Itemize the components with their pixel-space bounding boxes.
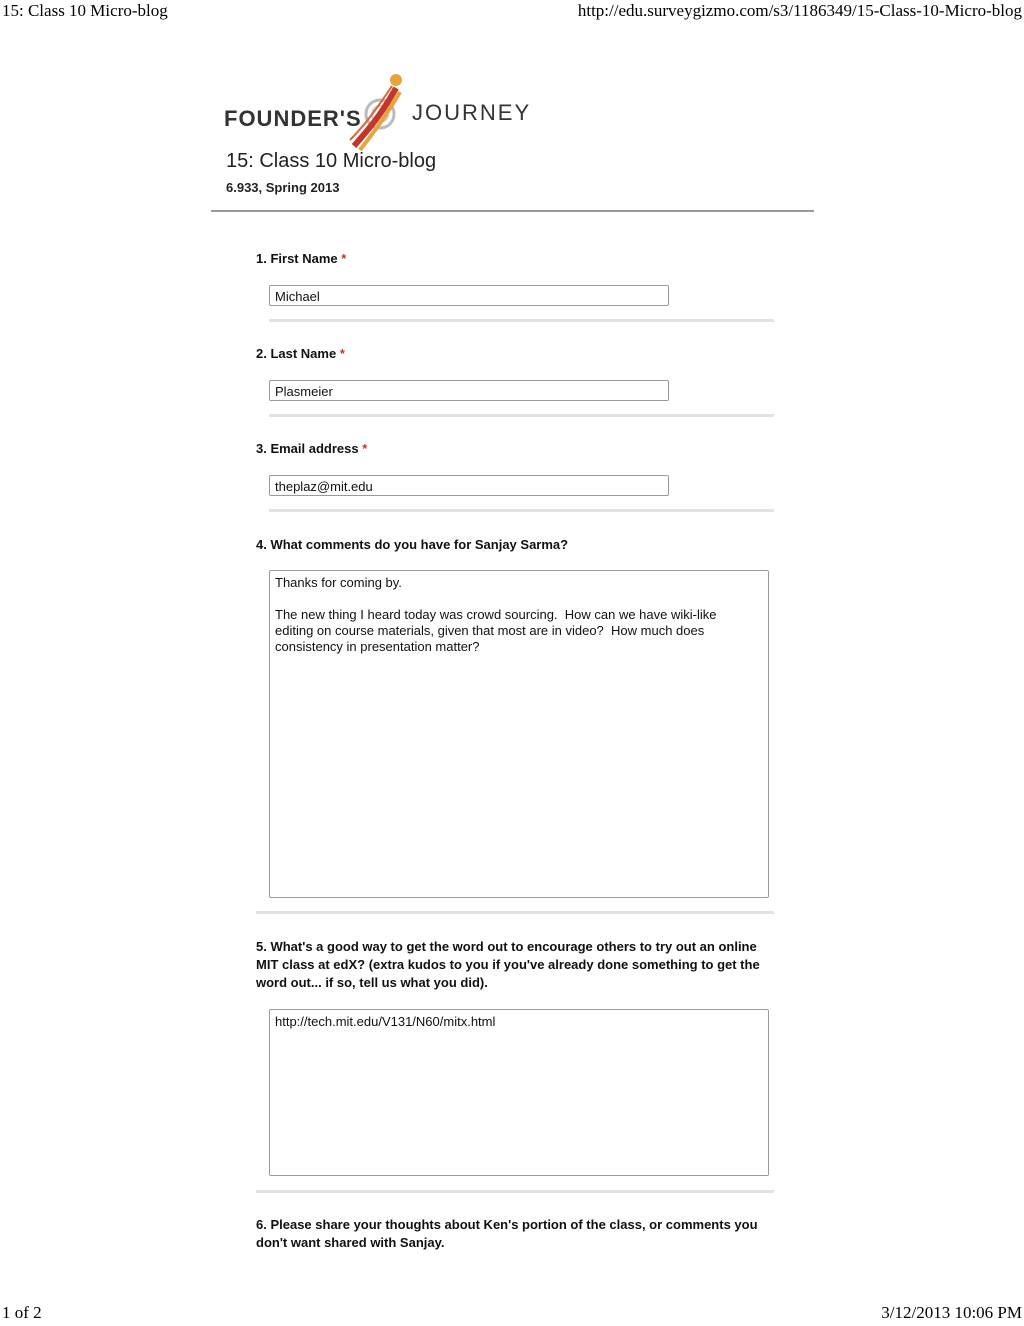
question-label: 4. What comments do you have for Sanjay Sarma? bbox=[256, 537, 569, 552]
logo-swirl-icon bbox=[344, 70, 414, 154]
question-divider bbox=[256, 911, 774, 914]
comments-sanjay-textarea[interactable]: Thanks for coming by. The new thing I heard today was crowd sourcing. How can we have wiki-like editing on course materials, given that most are in video? How much does consistency in presentation matter? bbox=[269, 570, 769, 898]
question-label: 3. Email address bbox=[256, 441, 359, 456]
question-first-name bbox=[256, 250, 776, 268]
print-header bbox=[0, 0, 1024, 24]
question-ken-thoughts bbox=[256, 1216, 776, 1252]
question-label: 6. Please share your thoughts about Ken's portion of the class, or comments you don't want shared with Sanjay. bbox=[256, 1217, 758, 1250]
page-number: 1 of 2 bbox=[2, 1303, 42, 1322]
title-divider bbox=[211, 210, 814, 212]
required-marker: * bbox=[341, 251, 347, 266]
question-divider bbox=[256, 1190, 774, 1193]
last-name-field[interactable]: Plasmeier bbox=[269, 380, 669, 401]
required-marker: * bbox=[362, 441, 368, 456]
email-field[interactable]: theplaz@mit.edu bbox=[269, 475, 669, 496]
question-divider bbox=[269, 319, 774, 322]
print-header-url: http://edu.surveygizmo.com/s3/1186349/15-Class-10-Micro-blog bbox=[577, 1, 1022, 20]
question-divider bbox=[269, 509, 774, 512]
print-timestamp: 3/12/2013 10:06 PM bbox=[881, 1303, 1022, 1322]
question-email bbox=[256, 440, 776, 458]
question-label: 1. First Name bbox=[256, 251, 338, 266]
founders-journey-logo bbox=[224, 70, 532, 154]
logo-left-word: FOUNDER'S bbox=[224, 106, 362, 131]
question-label: 2. Last Name bbox=[256, 346, 337, 361]
survey-title: 15: Class 10 Micro-blog bbox=[226, 150, 437, 172]
survey-subtitle: 6.933, Spring 2013 bbox=[226, 180, 340, 195]
question-last-name bbox=[256, 345, 776, 363]
logo-right-word: JOURNEY bbox=[412, 100, 532, 125]
print-footer bbox=[0, 1302, 1024, 1326]
question-comments-sanjay bbox=[256, 536, 776, 554]
question-divider bbox=[269, 414, 774, 417]
required-marker: * bbox=[339, 346, 345, 361]
question-spread-word bbox=[256, 938, 776, 992]
first-name-field[interactable]: Michael bbox=[269, 285, 669, 306]
spread-word-textarea[interactable]: http://tech.mit.edu/V131/N60/mitx.html bbox=[269, 1009, 769, 1176]
print-header-title: 15: Class 10 Micro-blog bbox=[2, 1, 168, 20]
question-label: 5. What's a good way to get the word out to encourage others to try out an online MIT class at edX? (extra kudos to you if you've already done something to get the word out... if so, tell us what you did). bbox=[256, 939, 760, 990]
